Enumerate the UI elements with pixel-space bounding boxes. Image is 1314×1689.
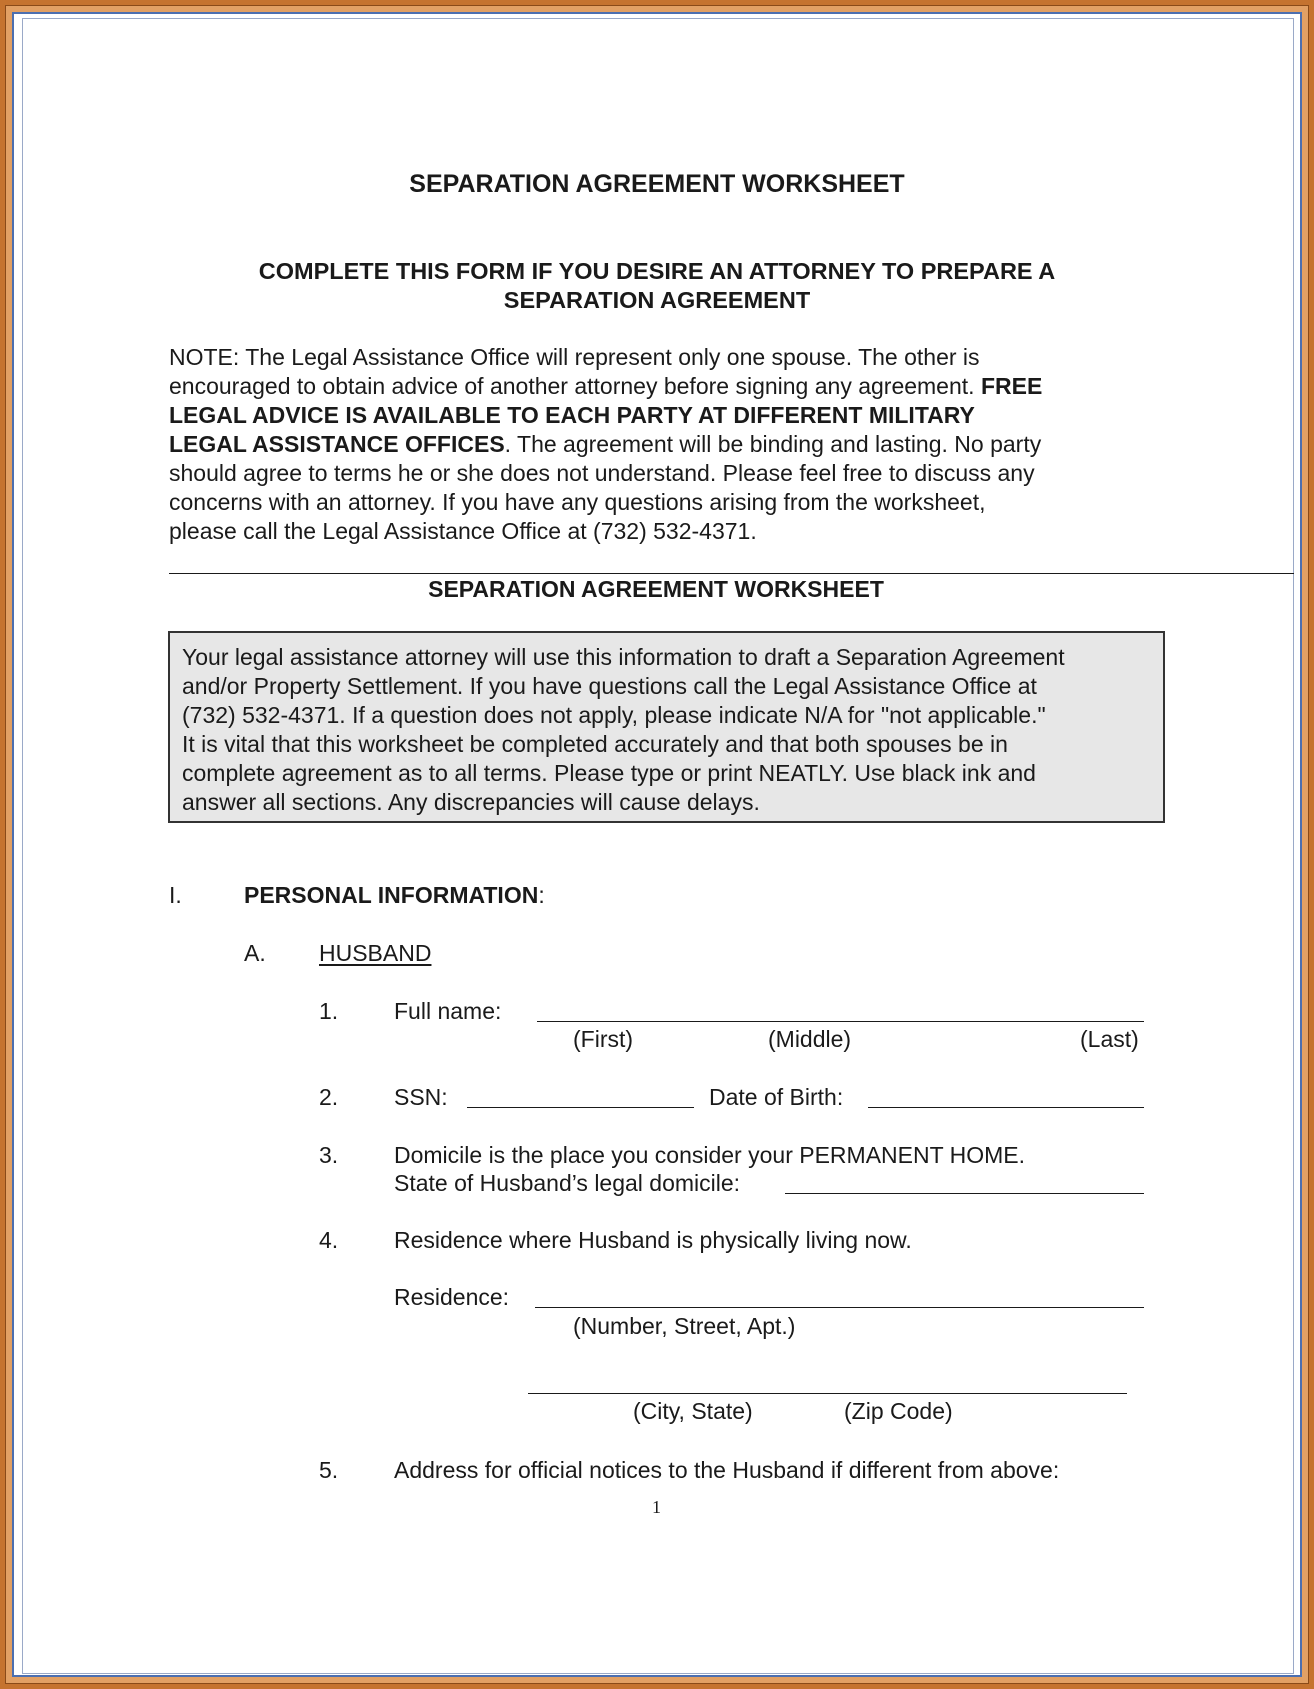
info-line-5: complete agreement as to all terms. Please type or print NEATLY. Use black ink and <box>182 760 1036 786</box>
zip-code-caption: (Zip Code) <box>844 1398 953 1424</box>
item-number: 2. <box>319 1084 339 1110</box>
subtitle-line-2: SEPARATION AGREEMENT <box>503 287 811 313</box>
residence-street-field[interactable] <box>535 1307 1144 1308</box>
middle-name-caption: (Middle) <box>768 1026 852 1052</box>
note-line-2: encouraged to obtain advice of another attorney before signing any agreement. FREE <box>169 373 1043 399</box>
item-number: 4. <box>319 1227 339 1253</box>
domicile-description: Domicile is the place you consider your PERMANENT HOME. <box>394 1142 1026 1168</box>
date-of-birth-field[interactable] <box>868 1107 1144 1108</box>
note-line-1: NOTE: The Legal Assistance Office will represent only one spouse. The other is <box>169 344 980 370</box>
ssn-label: SSN: <box>394 1084 448 1110</box>
page-title: SEPARATION AGREEMENT WORKSHEET <box>409 170 905 198</box>
info-line-1: Your legal assistance attorney will use this information to draft a Separation Agreement <box>182 644 1065 670</box>
item-number: 5. <box>319 1457 339 1483</box>
subtitle-line-1: COMPLETE THIS FORM IF YOU DESIRE AN ATTORNEY TO PREPARE A <box>258 258 1056 284</box>
info-line-6: answer all sections. Any discrepancies will cause delays. <box>182 789 760 815</box>
subsection-letter: A. <box>244 940 266 966</box>
note-paragraph <box>169 343 1042 546</box>
section-divider <box>169 573 1294 574</box>
part-heading: PERSONAL INFORMATION: <box>244 882 545 908</box>
city-state-caption: (City, State) <box>633 1398 753 1424</box>
info-line-2: and/or Property Settlement. If you have questions call the Legal Assistance Office at <box>182 673 1037 699</box>
page-number: 1 <box>652 1497 661 1517</box>
info-line-3: (732) 532-4371. If a question does not apply, please indicate N/A for "not applicable." <box>182 702 1046 728</box>
part-numeral: I. <box>169 882 182 908</box>
domicile-state-label: State of Husband’s legal domicile: <box>394 1170 741 1196</box>
full-name-label: Full name: <box>394 998 502 1024</box>
residence-label: Residence: <box>394 1284 510 1310</box>
instructions-box <box>168 631 1165 823</box>
first-name-caption: (First) <box>573 1026 634 1052</box>
note-line-6: concerns with an attorney. If you have any questions arising from the worksheet, <box>169 489 986 515</box>
note-line-7: please call the Legal Assistance Office at (732) 532-4371. <box>169 518 757 544</box>
note-line-5: should agree to terms he or she does not understand. Please feel free to discuss any <box>169 460 1035 486</box>
item-number: 3. <box>319 1142 339 1168</box>
notice-address-description: Address for official notices to the Husband if different from above: <box>394 1457 1060 1483</box>
section-title: SEPARATION AGREEMENT WORKSHEET <box>428 576 884 602</box>
note-line-4: LEGAL ASSISTANCE OFFICES. The agreement will be binding and lasting. No party <box>169 431 1042 457</box>
item-number: 1. <box>319 998 339 1024</box>
street-caption: (Number, Street, Apt.) <box>573 1313 796 1339</box>
full-name-field[interactable] <box>537 1021 1144 1022</box>
ssn-field[interactable] <box>467 1107 694 1108</box>
note-line-3: LEGAL ADVICE IS AVAILABLE TO EACH PARTY AT DIFFERENT MILITARY <box>169 402 975 428</box>
domicile-state-field[interactable] <box>785 1193 1144 1194</box>
last-name-caption: (Last) <box>1080 1026 1139 1052</box>
info-line-4: It is vital that this worksheet be completed accurately and that both spouses be in <box>182 731 1008 757</box>
subsection-heading: HUSBAND <box>319 940 432 966</box>
date-of-birth-label: Date of Birth: <box>709 1084 844 1110</box>
residence-city-field[interactable] <box>528 1393 1127 1394</box>
residence-description: Residence where Husband is physically living now. <box>394 1227 912 1253</box>
